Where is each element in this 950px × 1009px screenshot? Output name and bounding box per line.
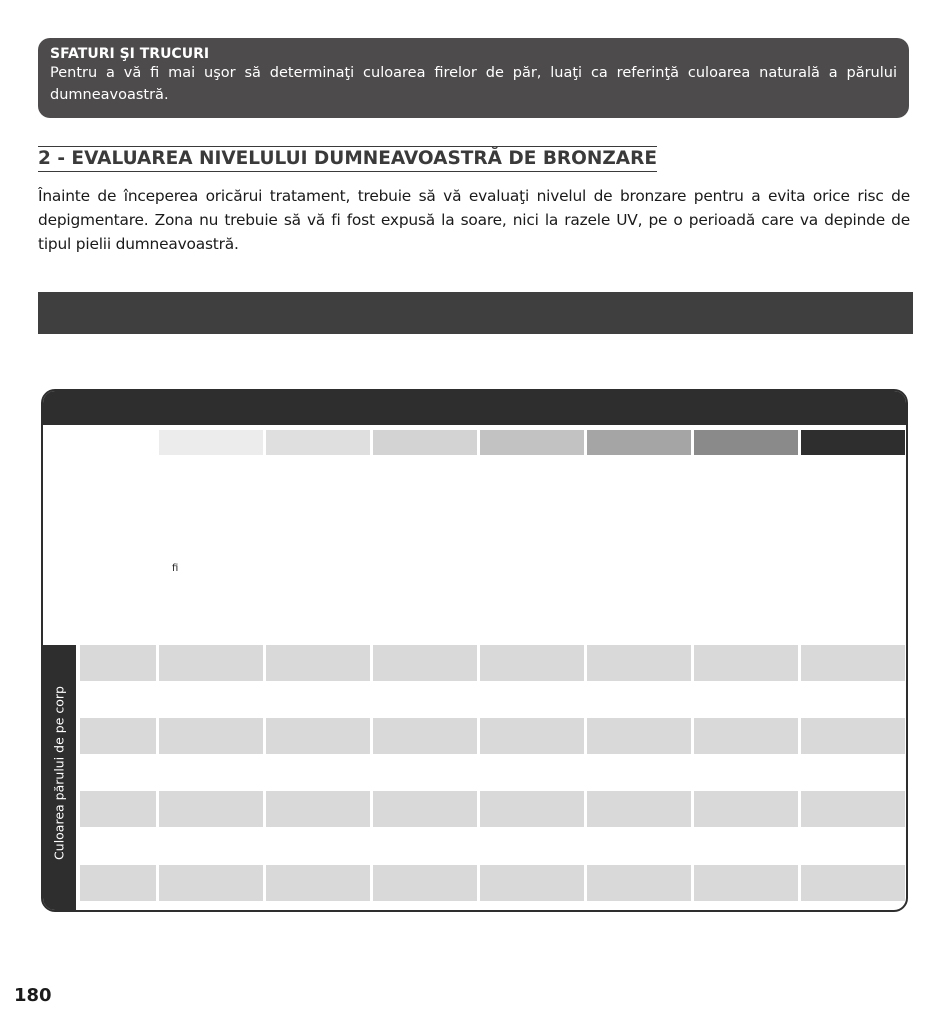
table-cell xyxy=(694,865,798,901)
table-cell xyxy=(373,791,477,827)
table-cell xyxy=(266,865,370,901)
table-cell xyxy=(480,791,584,827)
stray-glyph: fi xyxy=(172,563,179,574)
skin-tone-swatch xyxy=(587,430,691,455)
tips-box xyxy=(38,38,909,118)
table-cell xyxy=(80,865,156,901)
table-cell xyxy=(480,865,584,901)
table-cell xyxy=(587,645,691,681)
table-cell xyxy=(587,718,691,754)
skin-tone-swatch xyxy=(801,430,905,455)
page-number: 180 xyxy=(14,985,52,1006)
table-cell xyxy=(480,645,584,681)
table-cell xyxy=(159,645,263,681)
skin-tone-swatch xyxy=(373,430,477,455)
table-cell xyxy=(80,645,156,681)
table-cell xyxy=(694,718,798,754)
table-cell xyxy=(694,791,798,827)
table-cell xyxy=(80,791,156,827)
table-cell xyxy=(587,791,691,827)
skin-tone-swatch xyxy=(694,430,798,455)
skin-tone-swatch xyxy=(480,430,584,455)
table-cell xyxy=(266,718,370,754)
table-cell xyxy=(373,865,477,901)
table-cell xyxy=(801,791,905,827)
table-cell xyxy=(694,645,798,681)
table-cell xyxy=(480,718,584,754)
table-cell xyxy=(373,718,477,754)
table-header-bar xyxy=(43,391,906,425)
table-cell xyxy=(266,791,370,827)
section-banner xyxy=(38,292,913,334)
side-label: Culoarea părului de pe corp xyxy=(51,686,67,860)
skin-tone-swatch xyxy=(159,430,263,455)
table-cell xyxy=(801,865,905,901)
table-cell xyxy=(801,645,905,681)
tips-title: SFATURI ŞI TRUCURI xyxy=(50,46,210,62)
table-cell xyxy=(159,718,263,754)
table-cell xyxy=(159,791,263,827)
table-cell xyxy=(373,645,477,681)
table-cell xyxy=(159,865,263,901)
section-title: 2 - EVALUAREA NIVELULUI DUMNEAVOASTRĂ DE BRONZARE xyxy=(38,146,657,172)
table-cell xyxy=(801,718,905,754)
table-cell xyxy=(80,718,156,754)
tips-body: Pentru a vă fi mai uşor să determinaţi culoarea firelor de păr, luaţi ca referinţă culoarea naturală a părului dumneavoastră. xyxy=(50,65,897,103)
skin-tone-swatch xyxy=(266,430,370,455)
table-cell xyxy=(587,865,691,901)
section-body: Înainte de începerea oricărui tratament, trebuie să vă evaluaţi nivelul de bronzare pentru a evita orice risc de depigmentare. Zona nu trebuie să vă fi fost expusă la soare, nici la razele UV, pe o perioadă care va depinde de tipul pielii dumneavoastră. xyxy=(38,187,910,253)
table-cell xyxy=(266,645,370,681)
skin-hair-table xyxy=(41,389,908,912)
